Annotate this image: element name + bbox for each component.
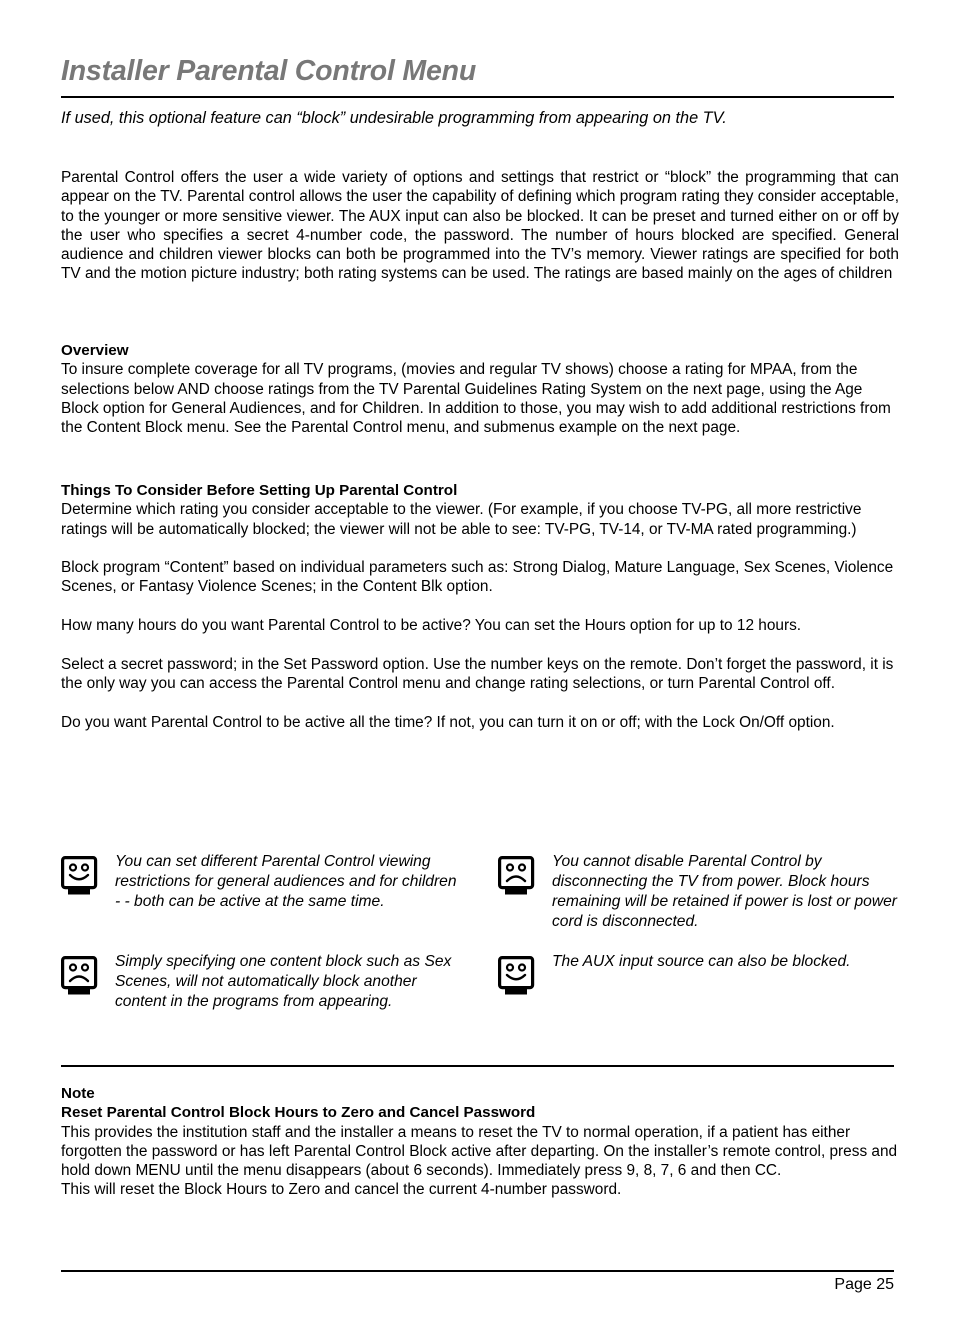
considerations-paragraph-5: Do you want Parental Control to be active all the time? If not, you can turn it on or off; with the Lock On/Off option. xyxy=(61,713,835,731)
tip-text: You can set different Parental Control viewing restrictions for general audiences and for children - - both can be active at the same time. xyxy=(115,853,457,910)
paragraph-spacer xyxy=(61,597,899,616)
document-page xyxy=(61,0,900,1335)
paragraph-spacer xyxy=(61,635,899,654)
paragraph-spacer xyxy=(61,539,899,558)
intro-paragraph: Parental Control offers the user a wide variety of options and settings that restrict or “block” the programming that can appear on the TV. Parental control allows the user the capability of defining which program rating they consider acceptable, to the younger or more sensitive viewer. The AUX input can also be blocked. It can be preset and turned either on or off by the user who specifies a secret 4-number code, the password. The number of hours blocked are specified. General audience and children viewer blocks can both be programmed into the TV’s memory. Viewer ratings are specified for both TV and the motion picture industry; both rating systems can be used. The ratings are based mainly on the ages of children xyxy=(61,169,899,283)
considerations-paragraph-2: Block program “Content” based on individual parameters such as: Strong Dialog, Mature Language, Sex Scenes, Violence Scenes, or Fantasy Violence Scenes; in the Content Blk option. xyxy=(61,559,894,596)
considerations-section xyxy=(61,481,899,732)
title-divider xyxy=(61,96,894,98)
paragraph-spacer xyxy=(61,693,899,712)
tip-text: Simply specifying one content block such as Sex Scenes, will not automatically block another content in the programs from appearing. xyxy=(115,953,452,1010)
considerations-paragraph-1: Determine which rating you consider acceptable to the viewer. (For example, if you choose TV-PG, all more restrictive ratings will be automatically blocked; the viewer will not be able to see: TV-PG, TV-14, or TV-MA rated programming.) xyxy=(61,501,862,538)
page-subtitle: If used, this optional feature can “block” undesirable programming from appearing on the TV. xyxy=(61,109,727,127)
tip-item xyxy=(61,952,461,1012)
tv-sad-face-icon xyxy=(61,956,101,1000)
note-section xyxy=(61,1084,899,1200)
tv-happy-face-icon xyxy=(61,856,101,900)
considerations-paragraph-4: Select a secret password; in the Set Password option. Use the number keys on the remote. Don’t forget the password, it is the only way you can access the Parental Control menu and change rating selections, or turn Parental Control off. xyxy=(61,655,894,692)
note-heading: Note xyxy=(61,1085,95,1102)
tv-happy-face-icon xyxy=(498,956,538,1000)
tip-text: You cannot disable Parental Control by disconnecting the TV from power. Block hours remaining will be retained if power is lost or power cord is disconnected. xyxy=(552,853,897,930)
tip-item xyxy=(61,852,461,912)
tv-sad-face-icon xyxy=(498,856,538,900)
page-title: Installer Parental Control Menu xyxy=(61,55,477,87)
note-paragraph-2: This will reset the Block Hours to Zero and cancel the current 4-number password. xyxy=(61,1181,622,1199)
intro-section xyxy=(61,168,899,284)
tip-text: The AUX input source can also be blocked. xyxy=(552,953,851,970)
footer-divider xyxy=(61,1270,894,1272)
overview-section xyxy=(61,341,899,437)
considerations-heading: Things To Consider Before Setting Up Parental Control xyxy=(61,482,458,499)
tip-item xyxy=(498,952,898,1000)
tip-item xyxy=(498,852,898,932)
note-subheading: Reset Parental Control Block Hours to Zero and Cancel Password xyxy=(61,1104,536,1122)
considerations-paragraph-3: How many hours do you want Parental Control to be active? You can set the Hours option for up to 12 hours. xyxy=(61,617,802,635)
overview-heading: Overview xyxy=(61,342,129,359)
page-number: Page 25 xyxy=(834,1276,894,1293)
overview-paragraph: To insure complete coverage for all TV programs, (movies and regular TV shows) choose a rating for MPAA, from the selections below AND choose ratings from the TV Parental Guidelines Rating System on the next page, using the Age Block option for General Audiences, and for Children. In addition to those, you may wish to add additional restrictions from the Content Block menu. See the Parental Control menu, and submenus example on the next page. xyxy=(61,361,891,437)
note-divider xyxy=(61,1065,894,1067)
note-paragraph-1: This provides the institution staff and the installer a means to reset the TV to normal operation, if a patient has either forgotten the password or has left Parental Control Block active after departing. On the installer’s remote control, press and hold down MENU until the menu disappears (about 6 seconds). Immediately press 9, 8, 7, 6 and then CC. xyxy=(61,1123,898,1180)
